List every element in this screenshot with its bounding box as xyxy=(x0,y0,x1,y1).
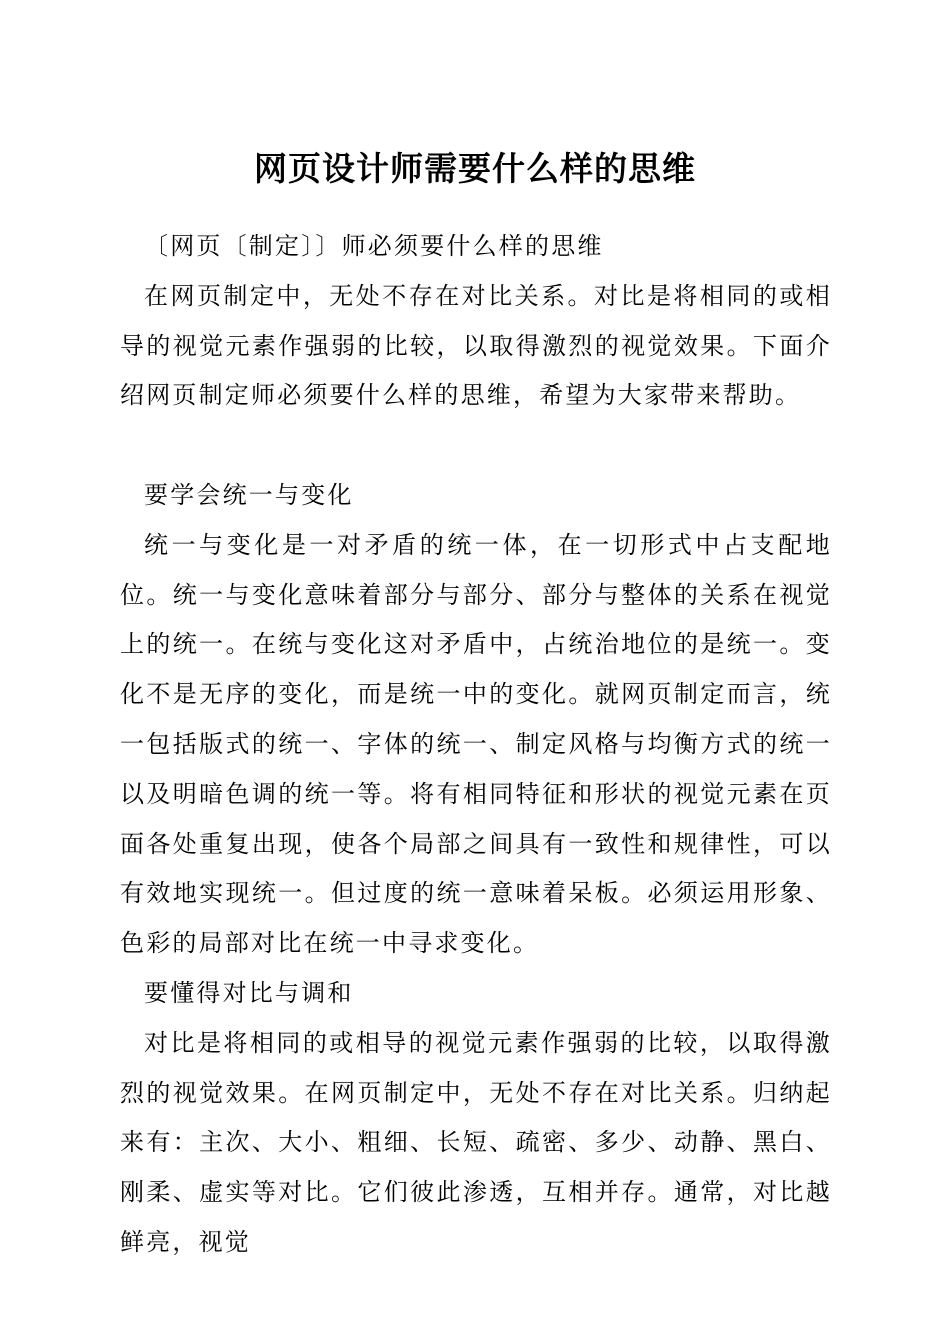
document-title: 网页设计师需要什么样的思维 xyxy=(254,149,696,188)
section-heading-unity: 要学会统一与变化 xyxy=(144,480,354,509)
document-body xyxy=(120,222,832,1268)
section-paragraph-unity: 统一与变化是一对矛盾的统一体，在一切形式中占支配地位。统一与变化意味着部分与部分、部分与整体的关系在视觉上的统一。在统与变化这对矛盾中，占统治地位的是统一。变化不是无序的变化，而是统一中的变化。就网页制定而言，统一包括版式的统一、字体的统一、制定风格与均衡方式的统一以及明暗色调的统一等。将有相同特征和形状的视觉元素在页面各处重复出现，使各个局部之间具有一致性和规律性，可以有效地实现统一。但过度的统一意味着呆板。必须运用形象、色彩的局部对比在统一中寻求变化。 xyxy=(120,530,832,958)
subtitle-line: 〔网页〔制定〕〕师必须要什么样的思维 xyxy=(144,232,604,260)
paragraph-gap xyxy=(120,421,832,471)
intro-paragraph: 在网页制定中，无处不存在对比关系。对比是将相同的或相导的视觉元素作强弱的比较，以取得激烈的视觉效果。下面介绍网页制定师必须要什么样的思维，希望为大家带来帮助。 xyxy=(120,281,832,410)
section-paragraph-contrast: 对比是将相同的或相导的视觉元素作强弱的比较，以取得激烈的视觉效果。在网页制定中，无处不存在对比关系。归纳起来有：主次、大小、粗细、长短、疏密、多少、动静、黑白、刚柔、虚实等对比。它们彼此渗透，互相并存。通常，对比越鲜亮，视觉 xyxy=(120,1028,832,1256)
section-heading-contrast: 要懂得对比与调和 xyxy=(144,978,354,1007)
